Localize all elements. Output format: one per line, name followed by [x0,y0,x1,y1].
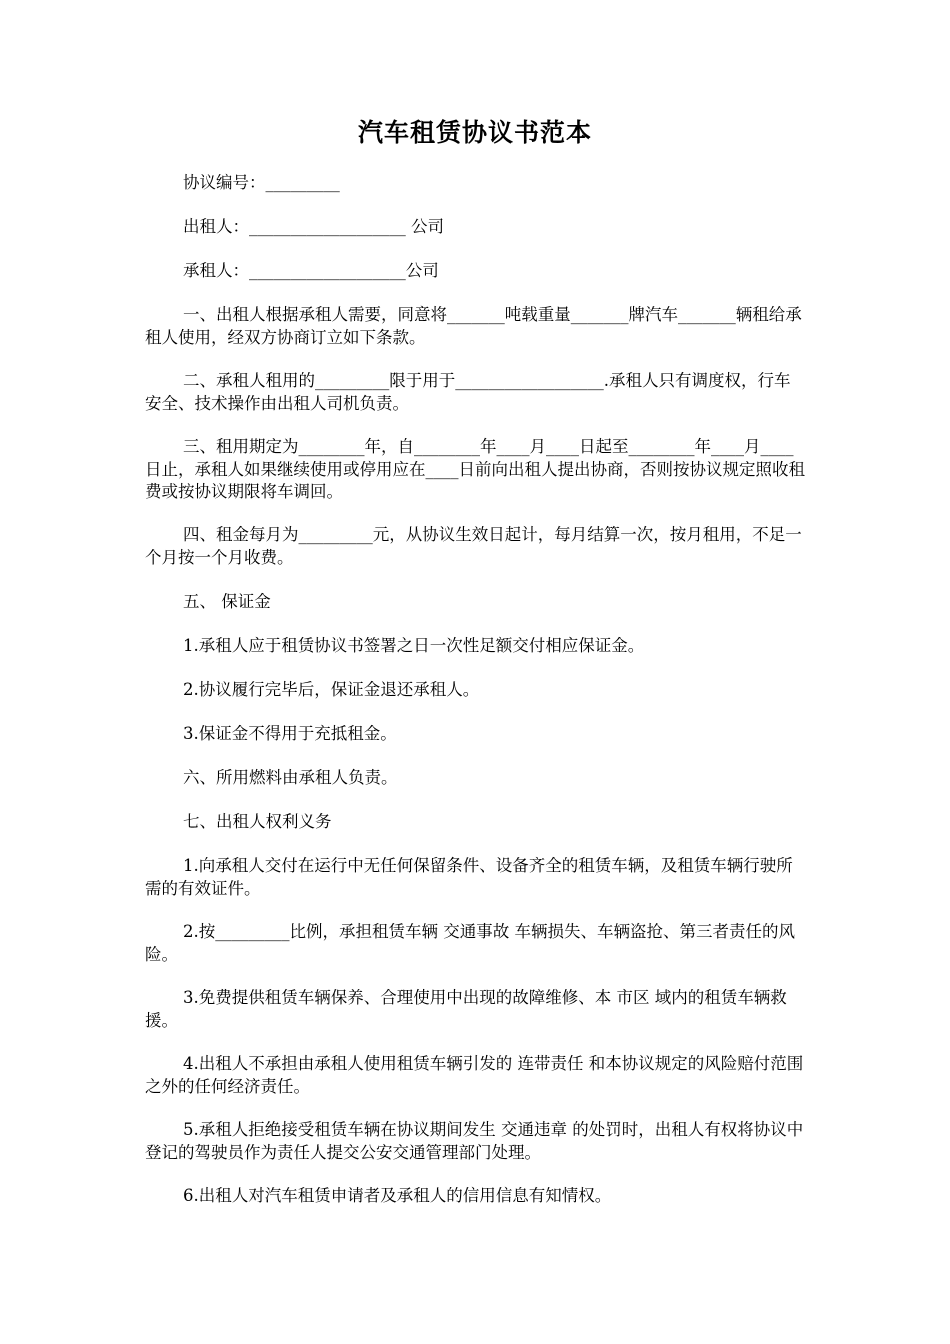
lessor-duty-6: 6.出租人对汽车租赁申请者及承租人的信用信息有知情权。 [183,1186,612,1205]
lessor-duty-1: 1.向承租人交付在运行中无任何保留条件、设备齐全的租赁车辆，及租赁车辆行驶所需的有效证件。 [145,856,793,898]
agreement-number-line: 协议编号：_________ [183,173,340,192]
clause-1: 一、出租人根据承租人需要，同意将_______吨载重量_______牌汽车_______辆租给承租人使用，经双方协商订立如下条款。 [145,305,802,347]
lessor-duty-3: 3.免费提供租赁车辆保养、合理使用中出现的故障维修、本 市区 域内的租赁车辆救援。 [145,988,787,1030]
clause-4: 四、租金每月为_________元，从协议生效日起计，每月结算一次，按月租用，不足一个月按一个月收费。 [145,525,802,567]
deposit-item-3: 3.保证金不得用于充抵租金。 [183,724,397,743]
clause-2: 二、承租人租用的_________限于用于__________________.承租人只有调度权，行车安全、技术操作由出租人司机负责。 [145,371,791,413]
lessor-line: 出租人：___________________ 公司 [183,217,444,236]
deposit-item-1: 1.承租人应于租赁协议书签署之日一次性足额交付相应保证金。 [183,636,645,655]
clause-3: 三、租用期定为________年，自________年____月____日起至________年____月____日止，承租人如果继续使用或停用应在____日前向出租人提出协商，否则按协议规定照收租费或按协议期限将车调回。 [145,437,805,501]
clause-6: 六、所用燃料由承租人负责。 [183,768,398,787]
lessor-duty-4: 4.出租人不承担由承租人使用租赁车辆引发的 连带责任 和本协议规定的风险赔付范围之外的任何经济责任。 [145,1054,804,1096]
lessor-duty-2: 2.按_________比例，承担租赁车辆 交通事故 车辆损失、车辆盗抢、第三者责任的风险。 [145,922,795,964]
document-title: 汽车租赁协议书范本 [357,118,592,147]
clause-7-heading: 七、出租人权利义务 [183,812,332,831]
deposit-item-2: 2.协议履行完毕后，保证金退还承租人。 [183,680,480,699]
clause-5-heading: 五、 保证金 [183,592,271,611]
lessee-line: 承租人：___________________公司 [183,261,439,280]
lessor-duty-5: 5.承租人拒绝接受租赁车辆在协议期间发生 交通违章 的处罚时，出租人有权将协议中登记的驾驶员作为责任人提交公安交通管理部门处理。 [145,1120,804,1162]
